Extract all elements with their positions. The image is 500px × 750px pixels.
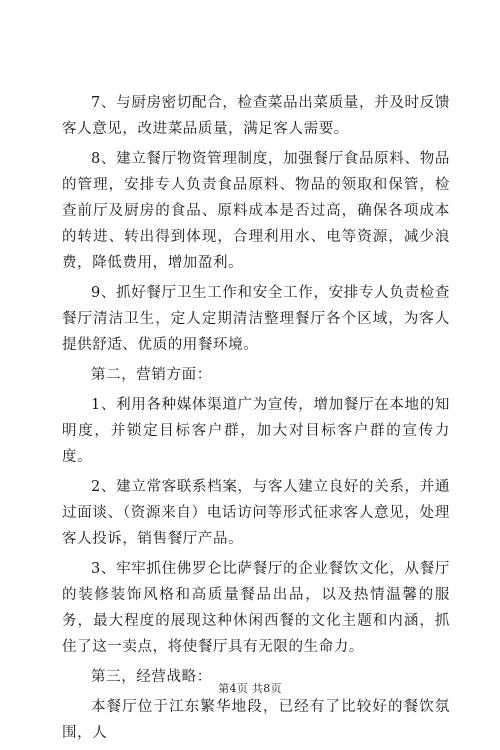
paragraph-strategy-intro: 本餐厅位于江东繁华地段，已经有了比较好的餐饮氛围，人 [62, 699, 450, 741]
section-heading-marketing: 第二，营销方面： [91, 367, 212, 383]
section-heading-strategy: 第三，经营战略： [91, 669, 212, 685]
paragraph-marketing-3: 3、牢牢抓住佛罗仑比萨餐厅的企业餐饮文化，从餐厅的装修装饰风格和高质量餐品出品，以及热情温馨的服务，最大程度的展现这种休闲西餐的文化主题和内涵，抓住了这一卖点，将使餐厅具有无限的生命力。 [62, 561, 450, 655]
paragraph-item-8: 8、建立餐厅物资管理制度，加强餐厅食品原料、物品的管理，安排专人负责食品原料、物品的领取和保管，检查前厅及厨房的食品、原料成本是否过高，确保各项成本的转进、转出得到体现，合理利用水、电等资源，减少浪费，降低费用，增加盈利。 [62, 151, 450, 271]
paragraph-item-9: 9、抓好餐厅卫生工作和安全工作，安排专人负责检查餐厅清洁卫生，定人定期清洁整理餐厅各个区域，为客人提供舒适、优质的用餐环境。 [62, 285, 450, 353]
paragraph-marketing-2: 2、建立常客联系档案，与客人建立良好的关系，并通过面谈、（资源来自）电话访问等形式征求客人意见，处理客人投诉，销售餐厅产品。 [62, 479, 450, 547]
paragraph-item-7: 7、与厨房密切配合，检查菜品出菜质量，并及时反馈客人意见，改进菜品质量，满足客人需要。 [62, 95, 450, 137]
document-body [62, 90, 450, 750]
paragraph-marketing-1: 1、利用各种媒体渠道广为宣传，增加餐厅在本地的知明度，并锁定目标客户群，加大对目标客户群的宣传力度。 [62, 397, 450, 465]
page-footer: 第4页 共8页 [218, 682, 282, 695]
